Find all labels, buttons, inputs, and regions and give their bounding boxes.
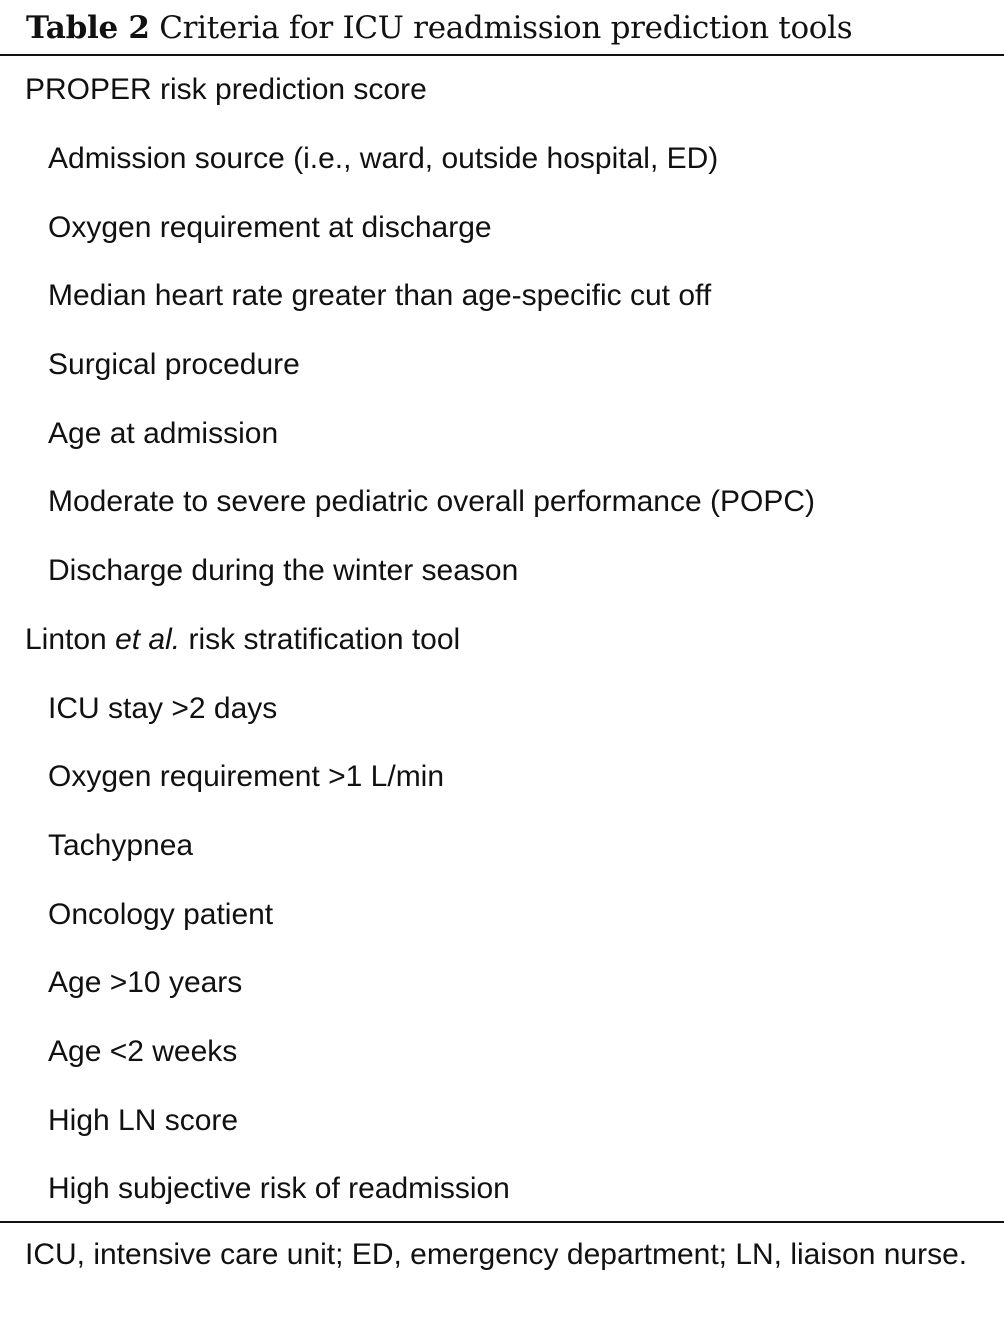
table-row: Discharge during the winter season bbox=[48, 554, 519, 588]
bottom-rule bbox=[0, 1221, 1004, 1223]
table-title: Criteria for ICU readmission prediction tools bbox=[159, 10, 853, 46]
table-row: Age at admission bbox=[48, 416, 279, 450]
table-footnote: ICU, intensive care unit; ED, emergency department; LN, liaison nurse. bbox=[25, 1238, 968, 1271]
table-row: Median heart rate greater than age-specific cut off bbox=[48, 279, 712, 313]
table-row: Surgical procedure bbox=[48, 348, 300, 382]
table-row: Oncology patient bbox=[48, 897, 274, 931]
table-row: Oxygen requirement at discharge bbox=[48, 210, 492, 244]
table-row: High subjective risk of readmission bbox=[48, 1172, 510, 1206]
section-heading-text: PROPER risk prediction score bbox=[25, 73, 427, 107]
table-body bbox=[0, 56, 1004, 1224]
table-row: ICU stay >2 days bbox=[48, 691, 278, 725]
section-heading-linton bbox=[0, 606, 1004, 675]
table-row: Admission source (i.e., ward, outside hospital, ED) bbox=[48, 142, 719, 176]
section-heading-proper bbox=[0, 56, 1004, 125]
section-heading-suffix: risk stratification tool bbox=[180, 622, 461, 656]
section-heading-prefix: Linton bbox=[25, 622, 116, 656]
table-row: Age >10 years bbox=[48, 966, 243, 1000]
table-label: Table 2 bbox=[26, 10, 150, 46]
table-caption bbox=[26, 6, 852, 50]
table-row: High LN score bbox=[48, 1103, 239, 1137]
section-heading-etal: et al. bbox=[115, 622, 181, 656]
table-row: Age <2 weeks bbox=[48, 1034, 238, 1068]
table-row: Moderate to severe pediatric overall performance (POPC) bbox=[48, 485, 815, 519]
table-row: Oxygen requirement >1 L/min bbox=[48, 760, 445, 794]
table-row: Tachypnea bbox=[48, 828, 194, 862]
